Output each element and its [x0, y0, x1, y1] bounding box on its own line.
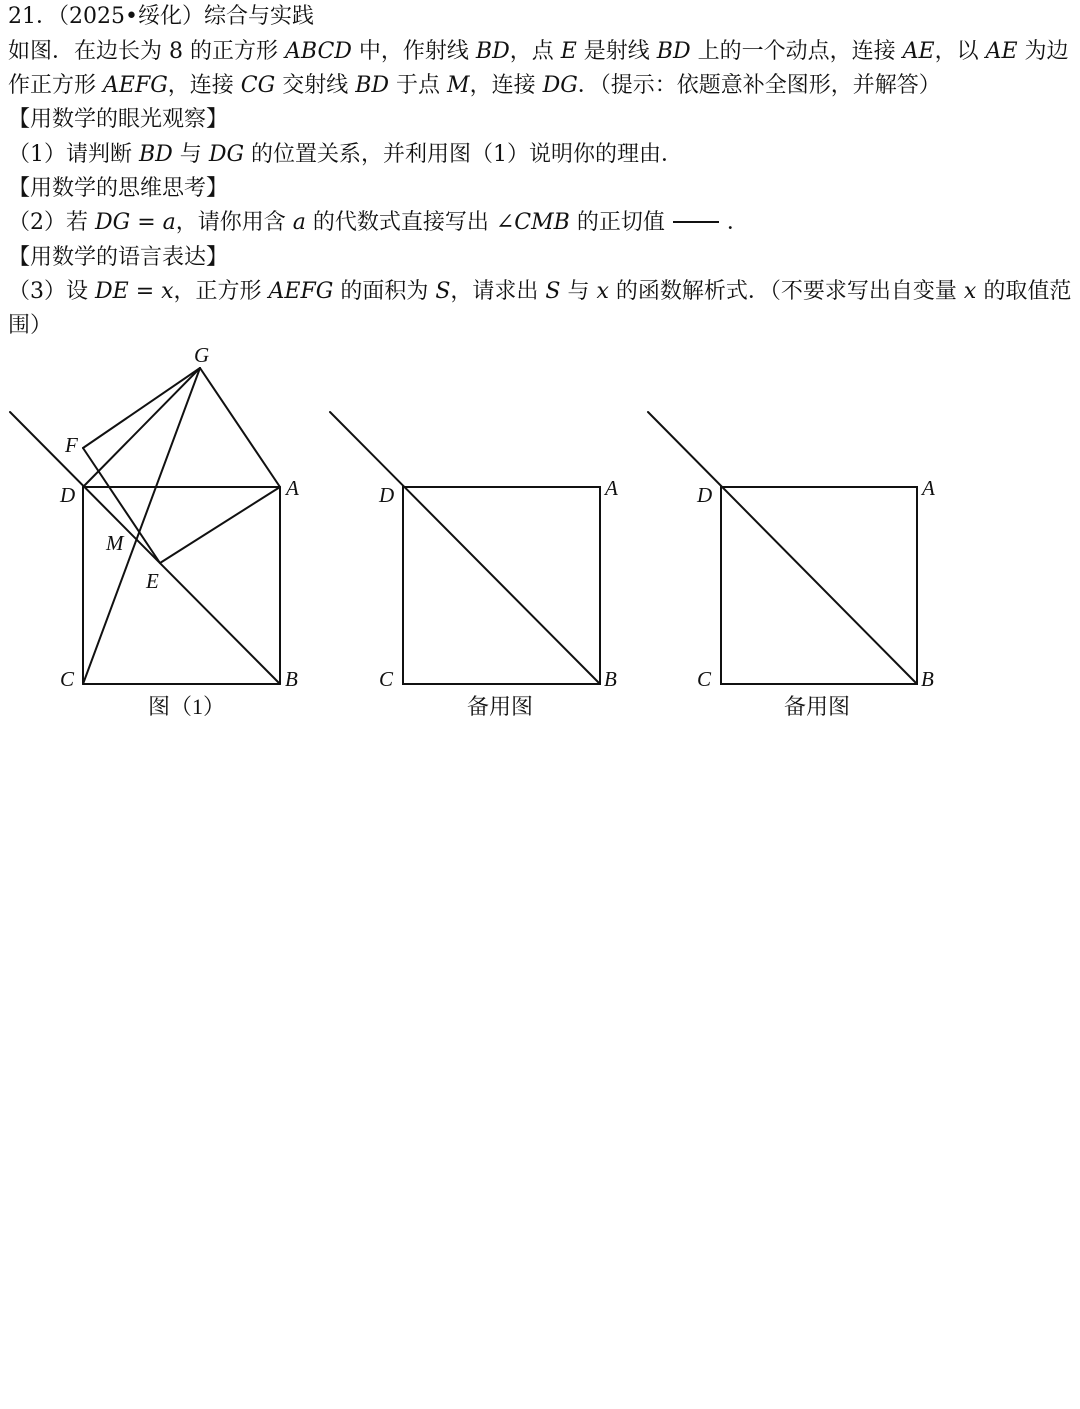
figure-2	[330, 412, 600, 684]
figure-1	[10, 368, 280, 684]
label-f: F	[65, 433, 78, 457]
ray-bd	[10, 412, 280, 684]
figure-1-labels	[59, 343, 299, 719]
label-a: A	[286, 476, 299, 500]
label-e: E	[146, 569, 159, 593]
label-a: A	[922, 476, 935, 500]
figure-3-labels	[696, 476, 935, 719]
label-d: D	[60, 483, 76, 507]
segment-cg	[83, 368, 200, 684]
label-d: D	[697, 483, 713, 507]
label-d: D	[379, 483, 395, 507]
segment-dg	[83, 368, 200, 487]
figure-3	[648, 412, 917, 684]
section-observe: 【用数学的眼光观察】	[8, 107, 229, 132]
label-b: B	[921, 667, 934, 691]
label-c: C	[379, 667, 394, 691]
segment-ga	[200, 368, 280, 487]
answer-blank[interactable]	[673, 221, 719, 223]
ray-bd	[330, 412, 600, 684]
segment-fg	[83, 368, 200, 448]
label-c: C	[60, 667, 75, 691]
question-1: （1）请判断 BD 与 DG 的位置关系，并利用图（1）说明你的理由．	[8, 142, 684, 167]
label-b: B	[604, 667, 617, 691]
segment-ae	[160, 487, 280, 563]
section-express: 【用数学的语言表达】	[8, 245, 229, 270]
intro-line-1: 如图．在边长为 8 的正方形 ABCD 中，作射线 BD，点 E 是射线 BD 上的一个动点，连接 AE，以 AE 为边	[8, 39, 1069, 64]
label-g: G	[194, 343, 210, 367]
figure-2-labels	[378, 476, 618, 719]
label-c: C	[697, 667, 712, 691]
caption-figure-2: 备用图	[467, 694, 534, 719]
caption-figure-3: 备用图	[784, 694, 851, 719]
label-m: M	[106, 531, 124, 555]
question-3-continued: 围）	[8, 313, 53, 338]
figures-area	[0, 340, 1080, 740]
question-3: （3）设 DE = x，正方形 AEFG 的面积为 S，请求出 S 与 x 的函数解析式．（不要求写出自变量 x 的取值范	[8, 279, 1072, 304]
label-a: A	[605, 476, 618, 500]
section-think: 【用数学的思维思考】	[8, 176, 229, 201]
label-b: B	[285, 667, 298, 691]
question-2: （2）若 DG = a，请你用含 a 的代数式直接写出 ∠CMB 的正切值 ．	[8, 210, 749, 235]
problem-heading: 21．（2025•绥化）综合与实践	[8, 4, 314, 29]
caption-figure-1: 图（1）	[148, 694, 226, 719]
intro-line-2: 作正方形 AEFG，连接 CG 交射线 BD 于点 M，连接 DG．（提示：依题意补全图形，并解答）	[8, 73, 941, 98]
ray-bd	[648, 412, 917, 684]
